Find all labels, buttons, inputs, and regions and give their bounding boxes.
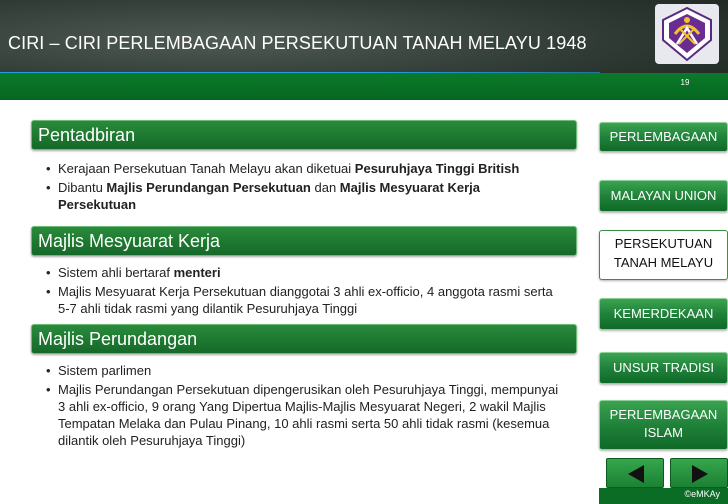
nav-button-persekutuan-tanah-melayu[interactable] <box>599 230 728 280</box>
nav-button-unsur-tradisi[interactable] <box>599 352 728 384</box>
list-item <box>46 160 576 177</box>
list-item <box>46 283 576 317</box>
nav-button-label: PERSEKUTUAN TANAH MELAYU <box>613 236 714 270</box>
nav-button-kemerdekaan[interactable] <box>599 298 728 330</box>
arrow-left-icon <box>607 459 665 489</box>
bullet-bold-text: menteri <box>173 265 221 280</box>
section-list-pentadbiran <box>46 160 576 215</box>
nav-button-label: PERLEMBAGAAN <box>609 129 718 144</box>
section-heading-text: Pentadbiran <box>38 125 136 145</box>
bullet-text: Sistem ahli bertaraf <box>58 265 174 280</box>
next-slide-button[interactable] <box>670 458 728 488</box>
list-item <box>46 381 576 449</box>
uitm-logo <box>655 4 719 64</box>
list-item <box>46 264 576 281</box>
section-heading-text: Majlis Perundangan <box>38 329 198 349</box>
section-list-majlis-perundangan <box>46 362 576 451</box>
page-number: 19 <box>680 78 690 87</box>
page-title: CIRI – CIRI PERLEMBAGAAN PERSEKUTUAN TANAH MELAYU 1948 <box>8 33 587 53</box>
bullet-text: Dibantu <box>58 180 107 195</box>
section-heading-majlis-mesyuarat-kerja <box>31 226 577 256</box>
nav-button-label: KEMERDEKAAN <box>613 306 714 321</box>
arrow-right-icon <box>671 459 728 489</box>
list-item <box>46 362 576 379</box>
copyright-text: ©eMKAy <box>684 489 720 499</box>
nav-button-label: PERLEMBAGAAN ISLAM <box>609 407 718 440</box>
bullet-bold-text: Pesuruhjaya Tinggi British <box>354 161 520 176</box>
bullet-bold-text: Majlis Mesyuarat Kerja Persekutuan <box>58 180 480 212</box>
bullet-text: Majlis Perundangan Persekutuan dipengerusikan oleh Pesuruhjaya Tinggi, mempunyai 3 ahli ex-officio, 9 orang Yang Dipertua Majlis-Majlis Mesyuarat Negeri, 2 wakil Majlis Tempatan Melaka dan Pulau Pinang, 10 ahli rasmi serta 50 ahli tidak rasmi (kesemua dilantik oleh Pesuruhjaya Tinggi) <box>58 382 559 448</box>
nav-button-perlembagaan-islam[interactable] <box>599 400 728 450</box>
bullet-text: dan <box>310 180 340 195</box>
bullet-text: Kerajaan Persekutuan Tanah Melayu akan diketuai <box>58 161 355 176</box>
bullet-bold-text: Majlis Perundangan Persekutuan <box>106 180 311 195</box>
section-heading-majlis-perundangan <box>31 324 577 354</box>
bullet-text: Sistem parlimen <box>58 363 152 378</box>
list-item <box>46 179 576 213</box>
previous-slide-button[interactable] <box>606 458 664 488</box>
nav-button-malayan-union[interactable] <box>599 180 728 212</box>
section-heading-text: Majlis Mesyuarat Kerja <box>38 231 221 251</box>
nav-button-label: UNSUR TRADISI <box>613 360 714 375</box>
footer-bar <box>599 488 728 504</box>
nav-button-perlembagaan[interactable] <box>599 122 728 152</box>
section-list-majlis-mesyuarat-kerja <box>46 264 576 319</box>
section-heading-pentadbiran <box>31 120 577 150</box>
nav-button-label: MALAYAN UNION <box>610 188 717 203</box>
header-green-bar <box>0 73 728 100</box>
bullet-text: Majlis Mesyuarat Kerja Persekutuan dianggotai 3 ahli ex-officio, 4 anggota rasmi serta 5-7 ahli tidak rasmi yang dilantik Pesuruhjaya Tinggi <box>58 284 553 316</box>
